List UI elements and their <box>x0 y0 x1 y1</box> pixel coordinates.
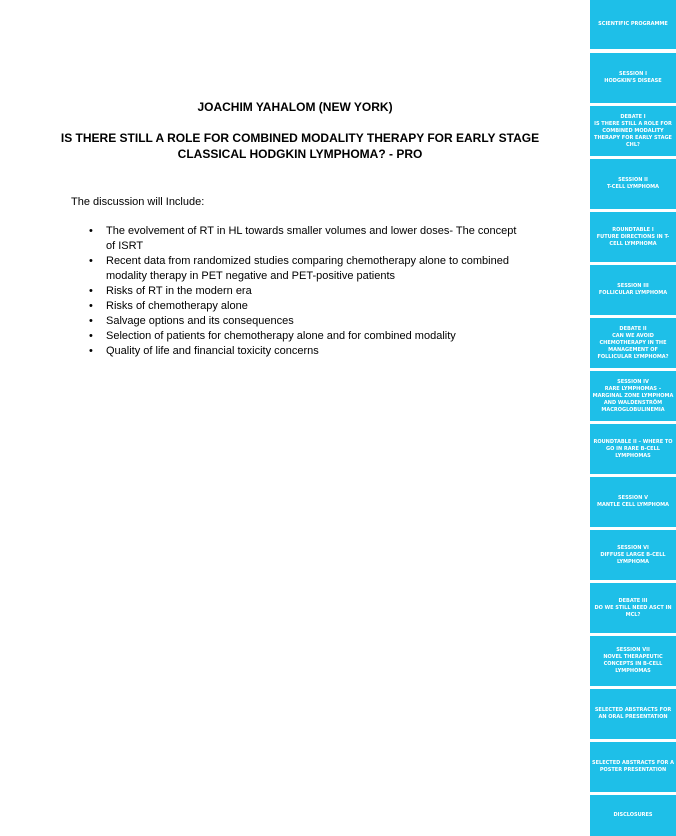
list-item: • Recent data from randomized studies comparing chemotherapy alone to combined modality therapy in PET negative and PET-positive patients <box>71 254 521 284</box>
sidebar-item-poster-abstracts[interactable]: SELECTED ABSTRACTS FOR A POSTER PRESENTATION <box>590 742 676 792</box>
speaker-name: JOACHIM YAHALOM (NEW YORK) <box>197 100 393 114</box>
discussion-list <box>71 224 521 359</box>
programme-sidebar <box>590 0 676 836</box>
intro-text: The discussion will Include: <box>71 196 205 208</box>
sidebar-item-debate-2[interactable]: DEBATE II CAN WE AVOID CHEMOTHERAPY IN THE MANAGEMENT OF FOLLICULAR LYMPHOMA? <box>590 318 676 368</box>
sidebar-item-roundtable-2[interactable]: ROUNDTABLE II – WHERE TO GO IN RARE B-CELL LYMPHOMAS <box>590 424 676 474</box>
list-item: • Risks of RT in the modern era <box>71 284 521 299</box>
sidebar-item-disclosures[interactable]: DISCLOSURES <box>590 795 676 836</box>
sidebar-item-scientific-programme[interactable]: SCIENTIFIC PROGRAMME <box>590 0 676 49</box>
list-item: • Salvage options and its consequences <box>71 314 521 329</box>
sidebar-item-session-1[interactable]: SESSION I HODGKIN'S DISEASE <box>590 53 676 103</box>
sidebar-item-debate-1[interactable]: DEBATE I IS THERE STILL A ROLE FOR COMBINED MODALITY THERAPY FOR EARLY STAGE CHL? <box>590 106 676 156</box>
talk-title: IS THERE STILL A ROLE FOR COMBINED MODALITY THERAPY FOR EARLY STAGE CLASSICAL HODGKIN LYMPHOMA? - PRO <box>60 131 540 161</box>
sidebar-item-roundtable-1[interactable]: ROUNDTABLE I FUTURE DIRECTIONS IN T-CELL LYMPHOMA <box>590 212 676 262</box>
sidebar-item-session-6[interactable]: SESSION VI DIFFUSE LARGE B-CELL LYMPHOMA <box>590 530 676 580</box>
list-item: • Selection of patients for chemotherapy alone and for combined modality <box>71 329 521 344</box>
sidebar-item-session-7[interactable]: SESSION VII NOVEL THERAPEUTIC CONCEPTS IN B-CELL LYMPHOMAS <box>590 636 676 686</box>
list-item: • The evolvement of RT in HL towards smaller volumes and lower doses- The concept of ISRT <box>71 224 521 254</box>
list-item: • Quality of life and financial toxicity concerns <box>71 344 521 359</box>
sidebar-item-session-4[interactable]: SESSION IV RARE LYMPHOMAS – MARGINAL ZONE LYMPHOMA AND WALDENSTRÖM MACROGLOBULINEMIA <box>590 371 676 421</box>
sidebar-item-session-5[interactable]: SESSION V MANTLE CELL LYMPHOMA <box>590 477 676 527</box>
sidebar-item-session-3[interactable]: SESSION III FOLLICULAR LYMPHOMA <box>590 265 676 315</box>
sidebar-item-session-2[interactable]: SESSION II T-CELL LYMPHOMA <box>590 159 676 209</box>
sidebar-item-oral-abstracts[interactable]: SELECTED ABSTRACTS FOR AN ORAL PRESENTATION <box>590 689 676 739</box>
list-item: • Risks of chemotherapy alone <box>71 299 521 314</box>
sidebar-item-debate-3[interactable]: DEBATE III DO WE STILL NEED ASCT IN MCL? <box>590 583 676 633</box>
